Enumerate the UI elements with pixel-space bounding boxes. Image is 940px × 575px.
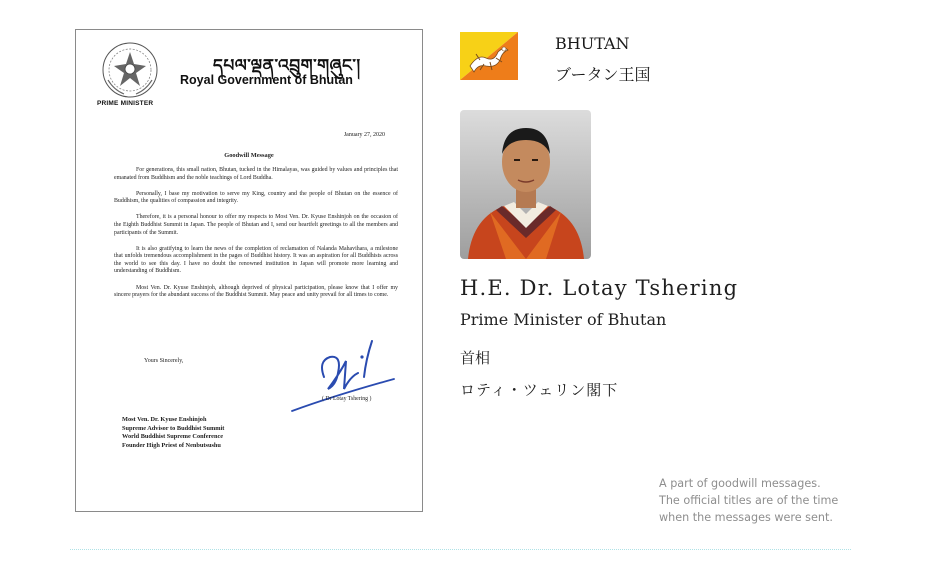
letter-date: January 27, 2020 xyxy=(343,132,385,138)
person-name-jp: ロティ・ツェリン閣下 xyxy=(460,381,619,399)
portrait-photo xyxy=(460,110,591,259)
country-name-jp: ブータン王国 xyxy=(555,65,651,84)
letter-paragraph: It is also gratifying to learn the news of the completion of reclamation of Nalanda Mahavihara, a milestone that unfolds tremendous accomplishment in the pages of Buddhist history. It was an aspiration for all Buddhists across the world to see this day. I have no doubt the renowned institution in Japan will promote more learning and understanding of Buddhism. xyxy=(114,245,398,275)
office-label: PRIME MINISTER xyxy=(97,100,154,107)
government-title: Royal Government of Bhutan xyxy=(180,73,353,87)
country-name-en: BHUTAN xyxy=(555,34,630,53)
letter-body xyxy=(114,167,398,308)
person-title-jp: 首相 xyxy=(460,349,491,367)
letter-paragraph: For generations, this small nation, Bhutan, tucked in the Himalayas, was guided by values and principles that emanated from Buddhism and the noble teachings of Lord Buddha. xyxy=(114,167,398,181)
letter-paragraph: Therefore, it is a personal honour to offer my respects to Most Ven. Dr. Kyuse Enshinjoh on the occasion of the Eighth Buddhist Summit in Japan. The people of Bhutan and I, send our heartfelt greetings to all the members and participants of the Summit. xyxy=(114,214,398,236)
signer-name: ( Dr Lotay Tshering ) xyxy=(322,396,372,402)
signature-icon xyxy=(288,333,404,415)
addressee-line: Founder High Priest of Nenbutsushu xyxy=(122,441,221,449)
footnote-line: when the messages were sent. xyxy=(659,511,833,524)
letter-paragraph: Most Ven. Dr. Kyuse Enshinjoh, although deprived of physical participation, please know that I offer my sincere prayers for the abundant success of the Buddhist Summit. May peace and unity prevail for all times to come. xyxy=(114,284,398,299)
letter-paragraph: Personally, I base my motivation to serve my King, country and the people of Bhutan on the essence of Buddhism, the qualities of compassion and integrity. xyxy=(114,190,398,205)
bhutan-emblem-icon xyxy=(100,40,160,100)
person-name-en: H.E. Dr. Lotay Tshering xyxy=(460,276,739,300)
addressee-line: World Buddhist Supreme Conference xyxy=(122,433,224,441)
footnote xyxy=(659,475,838,526)
footnote-line: A part of goodwill messages. xyxy=(659,477,821,490)
addressee-line: Supreme Advisor to Buddhist Summit xyxy=(122,424,225,432)
footnote-line: The official titles are of the time xyxy=(659,494,839,507)
letter-heading: Goodwill Message xyxy=(224,152,274,159)
bottom-divider xyxy=(70,549,851,550)
person-title-en: Prime Minister of Bhutan xyxy=(460,310,667,329)
bhutan-flag-icon xyxy=(460,32,518,80)
letter-closing: Yours Sincerely, xyxy=(144,358,184,364)
goodwill-letter xyxy=(75,29,423,512)
dzongkha-letterhead: དཔལ་ལྡན་འབྲུག་གཞུང་། xyxy=(213,56,361,76)
addressee-line: Most Ven. Dr. Kyuse Enshinjoh xyxy=(122,416,207,423)
addressee-block xyxy=(122,416,224,450)
